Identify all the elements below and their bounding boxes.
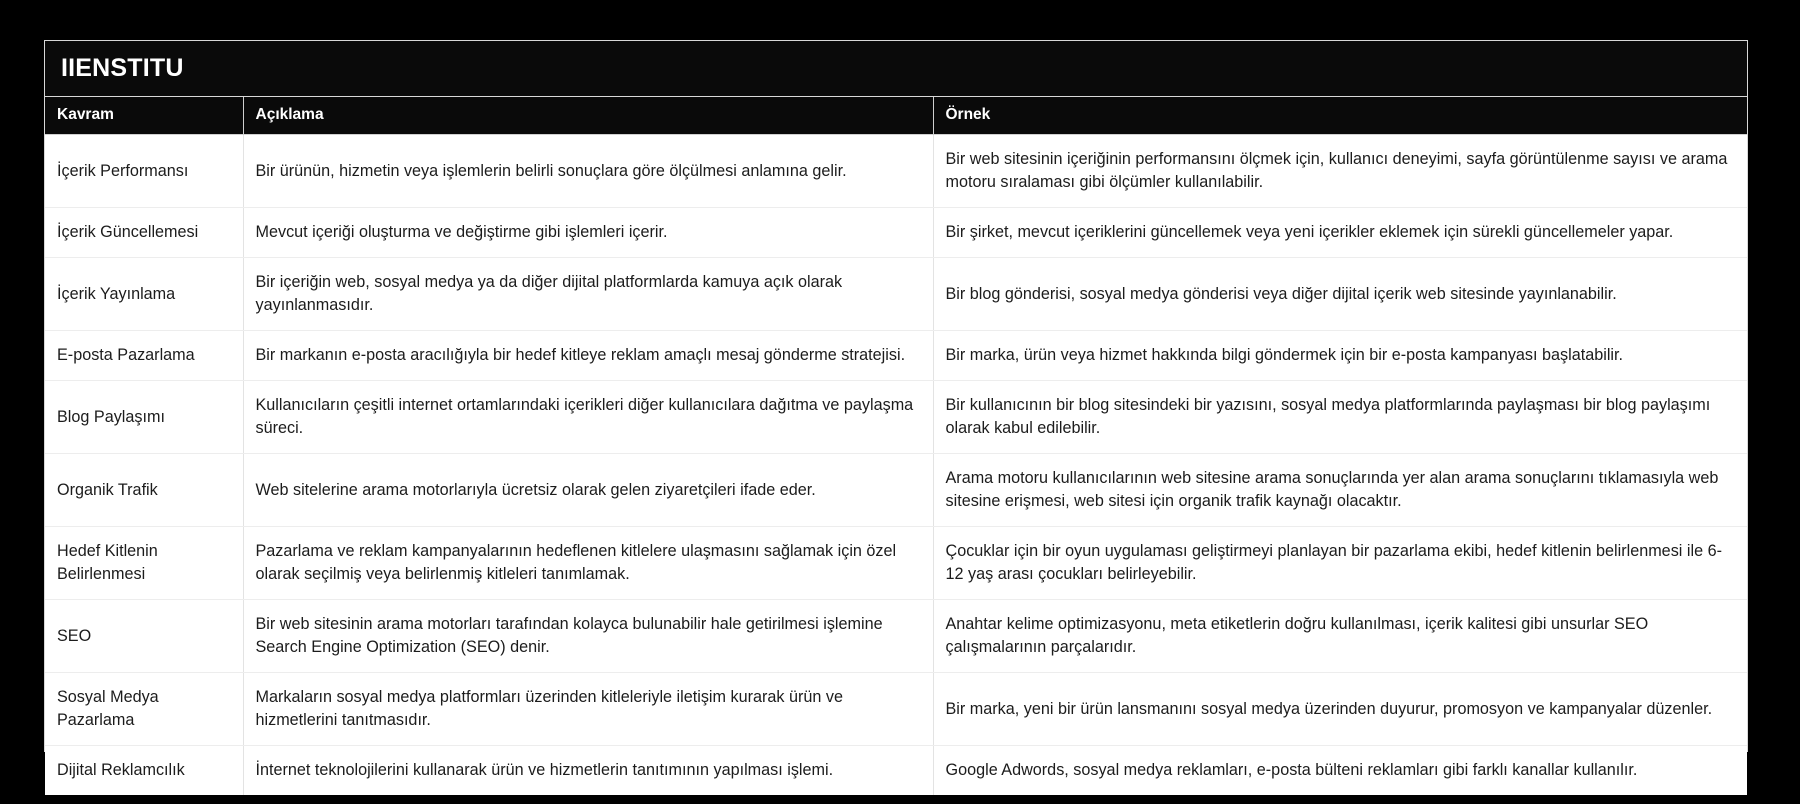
table-row xyxy=(45,454,1747,527)
table-header xyxy=(45,97,1747,135)
cell-ornek: Anahtar kelime optimizasyonu, meta etiketlerin doğru kullanılması, içerik kalitesi gibi unsurlar SEO çalışmalarının parçalarıdır. xyxy=(933,600,1747,673)
column-header-aciklama: Açıklama xyxy=(243,97,933,135)
cell-aciklama: Markaların sosyal medya platformları üzerinden kitleleriyle iletişim kurarak ürün ve hizmetlerini tanıtmasıdır. xyxy=(243,673,933,746)
cell-ornek: Bir blog gönderisi, sosyal medya gönderisi veya diğer dijital içerik web sitesinde yayınlanabilir. xyxy=(933,258,1747,331)
cell-kavram: İçerik Performansı xyxy=(45,135,243,208)
table-row xyxy=(45,673,1747,746)
table-row xyxy=(45,258,1747,331)
cell-kavram: Dijital Reklamcılık xyxy=(45,746,243,796)
cell-ornek: Google Adwords, sosyal medya reklamları, e-posta bülteni reklamları gibi farklı kanallar kullanılır. xyxy=(933,746,1747,796)
cell-ornek: Bir marka, yeni bir ürün lansmanını sosyal medya üzerinden duyurur, promosyon ve kampanyalar düzenler. xyxy=(933,673,1747,746)
cell-kavram: İçerik Yayınlama xyxy=(45,258,243,331)
cell-aciklama: Bir markanın e-posta aracılığıyla bir hedef kitleye reklam amaçlı mesaj gönderme stratejisi. xyxy=(243,331,933,381)
cell-aciklama: Web sitelerine arama motorlarıyla ücretsiz olarak gelen ziyaretçileri ifade eder. xyxy=(243,454,933,527)
cell-aciklama: Bir ürünün, hizmetin veya işlemlerin belirli sonuçlara göre ölçülmesi anlamına gelir. xyxy=(243,135,933,208)
cell-kavram: Hedef Kitlenin Belirlenmesi xyxy=(45,527,243,600)
cell-ornek: Bir kullanıcının bir blog sitesindeki bir yazısını, sosyal medya platformlarında paylaşması bir blog paylaşımı olarak kabul edilebilir. xyxy=(933,381,1747,454)
table-body xyxy=(45,135,1747,796)
cell-kavram: Blog Paylaşımı xyxy=(45,381,243,454)
table-row xyxy=(45,381,1747,454)
table-row xyxy=(45,135,1747,208)
table-row xyxy=(45,527,1747,600)
cell-kavram: Sosyal Medya Pazarlama xyxy=(45,673,243,746)
cell-ornek: Çocuklar için bir oyun uygulaması geliştirmeyi planlayan bir pazarlama ekibi, hedef kitlenin belirlenmesi ile 6-12 yaş arası çocukları belirleyebilir. xyxy=(933,527,1747,600)
cell-aciklama: İnternet teknolojilerini kullanarak ürün ve hizmetlerin tanıtımının yapılması işlemi. xyxy=(243,746,933,796)
column-header-kavram: Kavram xyxy=(45,97,243,135)
table-header-row xyxy=(45,97,1747,135)
column-header-ornek: Örnek xyxy=(933,97,1747,135)
table-row xyxy=(45,746,1747,796)
cell-ornek: Bir şirket, mevcut içeriklerini güncellemek veya yeni içerikler eklemek için sürekli güncellemeler yapar. xyxy=(933,208,1747,258)
cell-kavram: İçerik Güncellemesi xyxy=(45,208,243,258)
cell-aciklama: Bir web sitesinin arama motorları tarafından kolayca bulunabilir hale getirilmesi işlemine Search Engine Optimization (SEO) denir. xyxy=(243,600,933,673)
cell-aciklama: Bir içeriğin web, sosyal medya ya da diğer dijital platformlarda kamuya açık olarak yayınlanmasıdır. xyxy=(243,258,933,331)
table-row xyxy=(45,600,1747,673)
cell-kavram: Organik Trafik xyxy=(45,454,243,527)
cell-aciklama: Kullanıcıların çeşitli internet ortamlarındaki içerikleri diğer kullanıcılara dağıtma ve paylaşma süreci. xyxy=(243,381,933,454)
table-row xyxy=(45,208,1747,258)
concepts-table-card xyxy=(44,40,1748,779)
concepts-table xyxy=(45,97,1747,795)
cell-ornek: Arama motoru kullanıcılarının web sitesine arama sonuçlarında yer alan arama sonuçlarını tıklamasıyla web sitesine erişmesi, web sitesi için organik trafik kaynağı olacaktır. xyxy=(933,454,1747,527)
cell-kavram: E-posta Pazarlama xyxy=(45,331,243,381)
cell-ornek: Bir marka, ürün veya hizmet hakkında bilgi göndermek için bir e-posta kampanyası başlatabilir. xyxy=(933,331,1747,381)
cell-aciklama: Pazarlama ve reklam kampanyalarının hedeflenen kitlelere ulaşmasını sağlamak için özel olarak seçilmiş veya belirlenmiş kitleleri tanımlamak. xyxy=(243,527,933,600)
brand-header xyxy=(45,41,1747,97)
cell-ornek: Bir web sitesinin içeriğinin performansını ölçmek için, kullanıcı deneyimi, sayfa görüntülenme sayısı ve arama motoru sıralaması gibi ölçümler kullanılabilir. xyxy=(933,135,1747,208)
cell-aciklama: Mevcut içeriği oluşturma ve değiştirme gibi işlemleri içerir. xyxy=(243,208,933,258)
page-title: IIENSTITU xyxy=(61,54,184,82)
table-row xyxy=(45,331,1747,381)
cell-kavram: SEO xyxy=(45,600,243,673)
